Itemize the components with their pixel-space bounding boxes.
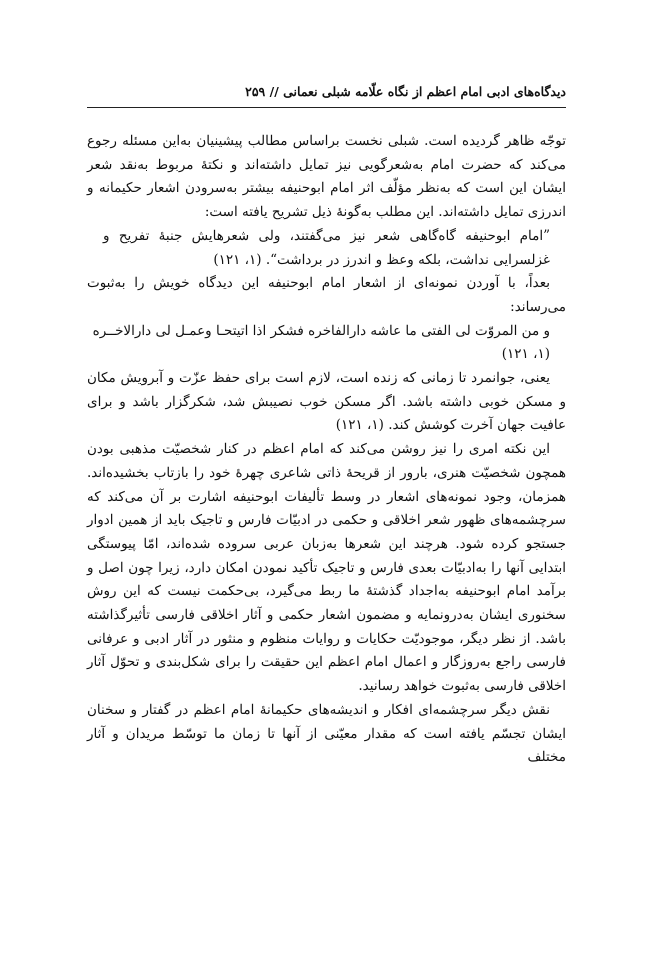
paragraph-continuation: نقش دیگر سرچشمه‌ای افکار و اندیشه‌های حکیمانهٔ امام اعظم در گفتار و سخنان ایشان تجسّم یافته است که مقدار معیّنی از آنها تا زمان ما توسّط مریدان و آثار مختلف — [87, 701, 566, 766]
block-quote: ”امام ابوحنیفه گاه‌گاهی شعر نیز می‌گفتند، ولی شعرهایش جنبهٔ تفریح و غزلسرایی نداشت، بلکه وعظ و اندرز در برداشت“. (۱، ۱۲۱) — [103, 227, 550, 268]
paragraph-translation: یعنی، جوانمرد تا زمانی که زنده است، لازم است برای حفظ عزّت و آبرویش مکان و مسکن خوبی داشته باشد. اگر مسکن خوب نصیبش شد، شکرگزار باشد و برای عافیت جهان آخرت کوشش کند. (۱، ۱۲۱) — [87, 370, 566, 434]
paragraph-intro: توجّه ظاهر گردیده است. شبلی نخست براساس مطالب پیشینیان به‌این مسئله رجوع می‌کند که حضرت امام به‌شعرگویی نیز تمایل داشته‌اند و نکتهٔ مربوط به‌نقد شعر ایشان این است که به‌نظر مؤلّف اثر امام ابوحنیفه بیشتر به‌سرودن اشعار حکیمانه و اندرزی تمایل داشته‌اند. این مطلب به‌گونهٔ ذیل تشریح یافته است: — [87, 133, 566, 221]
body-text — [87, 130, 566, 770]
running-header — [87, 76, 566, 110]
paragraph-poem-intro: بعداً، با آوردن نمونه‌ای از اشعار امام ابوحنیفه این دیدگاه خویش را به‌ثبوت می‌رساند: — [87, 275, 566, 315]
running-header-title: دیدگاه‌های ادبی امام اعظم از نگاه علّامه شبلی نعمانی // ۲۵۹ — [245, 84, 566, 99]
header-rule — [87, 107, 566, 108]
paragraph-analysis: این نکته امری را نیز روشن می‌کند که امام اعظم در کنار شخصیّت مذهبی بودن همچون شخصیّت هنری، بارور از قریحهٔ ذاتی شاعری چهرهٔ خود را بازتاب بخشیده‌اند. همزمان، وجود نمونه‌های اشعار در وسط تألیفات ابوحنیفه اشارت بر آن می‌کند که سرچشمه‌های ظهور شعر اخلاقی و حکمی در ادبیّات فارس و تاجیک باید از همین ادوار جستجو کرده شود. هرچند این شعرها به‌زبان عربی سروده شده‌اند، امّا پیوستگی ابتدایی آنها را به‌ادبیّات بعدی فارس و تاجیک تأکید نمودن امکان دارد، زیرا چون اصل و برآمد امام ابوحنیفه به‌اجداد گذشتهٔ ما ربط می‌گیرد، بی‌حکمت نیست که این روش سخنوری ایشان به‌درونمایه و مضمون اشعار حکمی و آثار اخلاقی فارسی تأثیرگذاشته باشد. از نظر دیگر، موجودیّت حکایات و روایات منظوم و منثور در آثار ادبی و عرفانی فارسی راجع به‌روزگار و اعمال امام اعظم این حقیقت را برای شکل‌بندی و تحوّل آثار اخلاقی فارسی به‌ثبوت خواهد رسانید. — [87, 441, 566, 695]
poem-citation: (۱، ۱۲۱) — [501, 346, 550, 363]
arabic-poem-verse: و من المروّت لی الفتی ما عاشه دارالفاخره فشکر اذا اتیتحـا وعمـل لی دارالاخــره — [92, 322, 550, 339]
